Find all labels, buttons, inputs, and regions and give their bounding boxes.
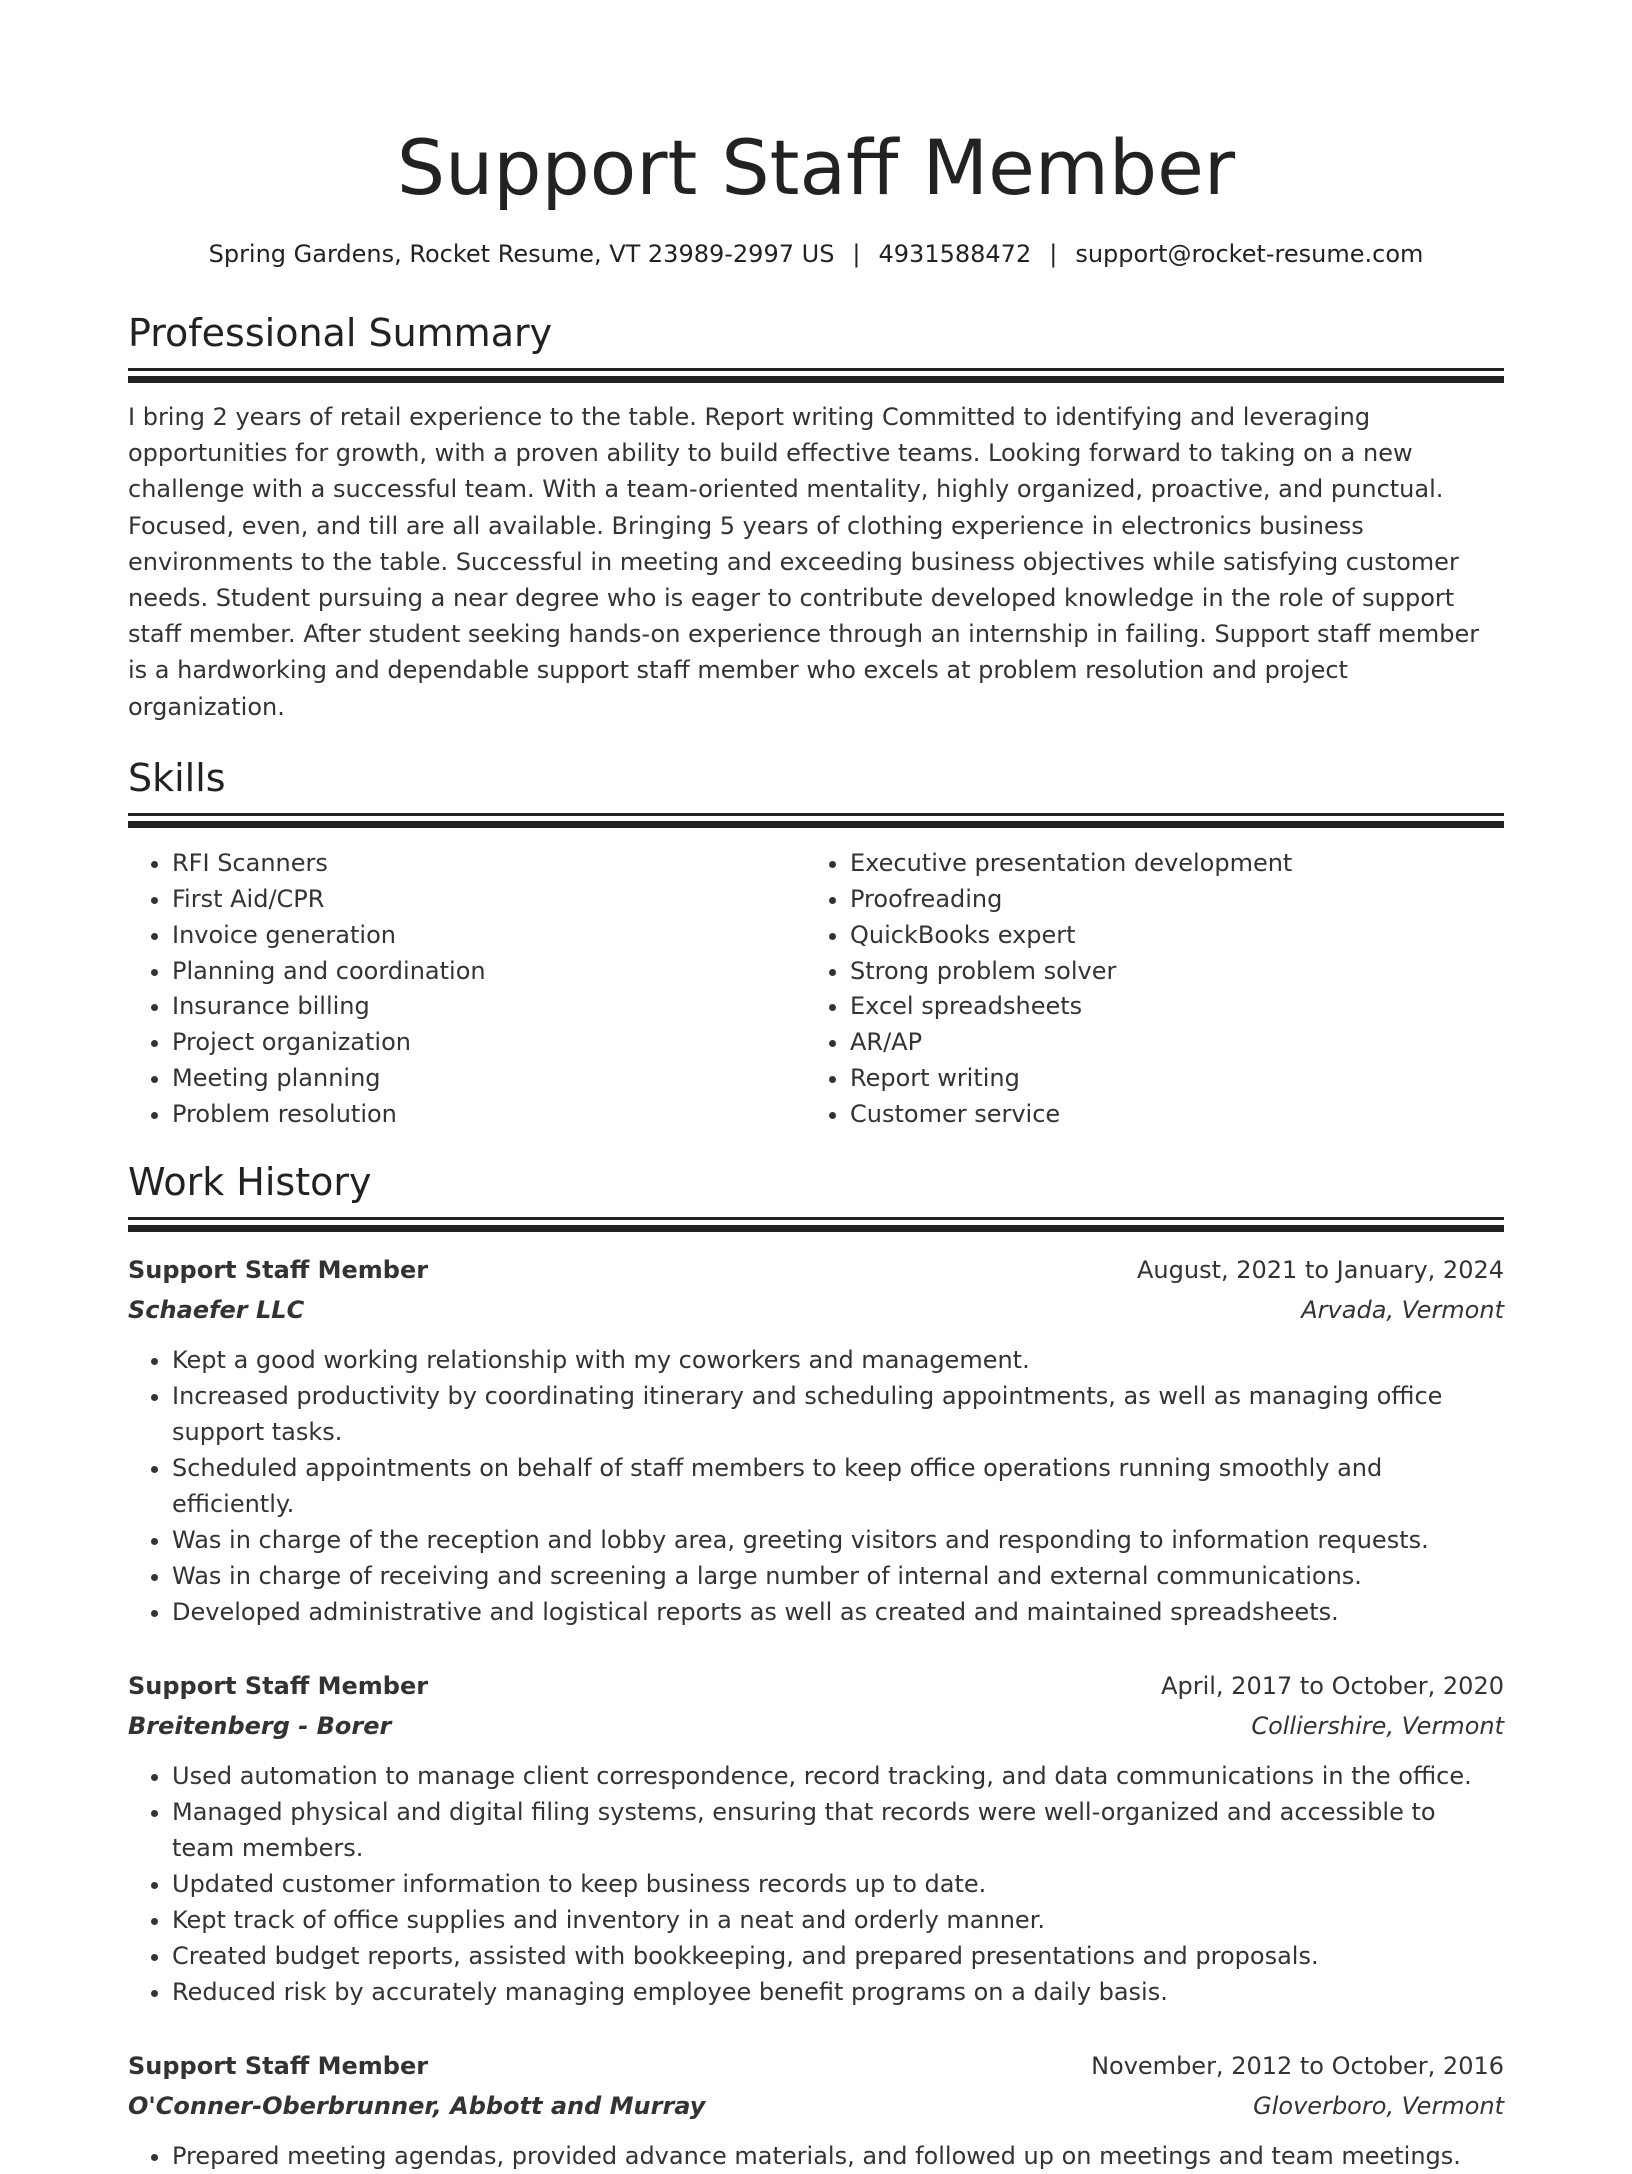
job-bullet: • Prepared meeting agendas, provided advance materials, and followed up on meetings and team meetings. (172, 2138, 1504, 2174)
skill-item: • AR/AP (850, 1025, 1484, 1061)
section-divider (128, 368, 1504, 371)
job-location: Gloverboro, Vermont (1253, 2092, 1504, 2121)
section-divider (128, 376, 1504, 383)
skill-item: • Proofreading (850, 882, 1484, 918)
contact-phone: 4931588472 (878, 240, 1032, 268)
job-company: O'Conner-Oberbrunner, Abbott and Murray (128, 2092, 706, 2121)
job-bullet: • Was in charge of the reception and lobby area, greeting visitors and responding to information requests. (172, 1522, 1504, 1558)
skill-item: • Meeting planning (172, 1061, 806, 1097)
job-bullet: • Scheduled appointments on behalf of staff members to keep office operations running smoothly and efficiently. (172, 1450, 1504, 1522)
job-bullet: • Managed physical and digital filing systems, ensuring that records were well-organized and accessible to team members. (172, 1794, 1504, 1866)
job-location: Arvada, Vermont (1301, 1296, 1504, 1325)
skill-item: • Report writing (850, 1061, 1484, 1097)
section-divider (128, 1217, 1504, 1220)
job-company: Breitenberg - Borer (128, 1712, 392, 1741)
section-divider (128, 1225, 1504, 1232)
contact-line (128, 238, 1504, 270)
job-bullet: • Updated customer information to keep business records up to date. (172, 1866, 1504, 1902)
skill-item: • Invoice generation (172, 918, 806, 954)
skill-item: • QuickBooks expert (850, 918, 1484, 954)
job-entry (128, 1250, 1504, 1630)
skill-item: • Problem resolution (172, 1097, 806, 1133)
contact-email: support@rocket-resume.com (1075, 240, 1424, 268)
job-header (128, 1250, 1504, 1290)
skill-item: • Strong problem solver (850, 954, 1484, 990)
job-bullet: • Was in charge of receiving and screening a large number of internal and external communications. (172, 1558, 1504, 1594)
contact-separator: | (852, 240, 861, 268)
job-bullets (128, 1758, 1504, 2010)
section-divider (128, 813, 1504, 816)
skill-item: • Insurance billing (172, 989, 806, 1025)
job-location: Colliershire, Vermont (1251, 1712, 1504, 1741)
job-dates: November, 2012 to October, 2016 (1091, 2052, 1504, 2081)
job-dates: August, 2021 to January, 2024 (1137, 1256, 1504, 1285)
job-bullet: • Created budget reports, assisted with bookkeeping, and prepared presentations and proposals. (172, 1938, 1504, 1974)
job-subheader (128, 1290, 1504, 1330)
skill-item: • Excel spreadsheets (850, 989, 1484, 1025)
job-title: Support Staff Member (128, 1256, 429, 1285)
job-subheader (128, 1706, 1504, 1746)
skill-item: • Planning and coordination (172, 954, 806, 990)
skills-column-left (128, 846, 806, 1133)
job-entry (128, 2046, 1504, 2174)
skill-item: • Customer service (850, 1097, 1484, 1133)
job-bullet: • Increased productivity by coordinating itinerary and scheduling appointments, as well as managing office support tasks. (172, 1378, 1504, 1450)
job-header (128, 1666, 1504, 1706)
job-bullet: • Developed administrative and logistical reports as well as created and maintained spreadsheets. (172, 1594, 1504, 1630)
skills-column-right (806, 846, 1484, 1133)
section-divider (128, 821, 1504, 828)
section-title-skills: Skills (128, 755, 226, 800)
job-bullets (128, 1342, 1504, 1630)
job-title: Support Staff Member (128, 1672, 429, 1701)
resume-page (128, 0, 1504, 2174)
skill-item: • RFI Scanners (172, 846, 806, 882)
job-bullet: • Kept a good working relationship with my coworkers and management. (172, 1342, 1504, 1378)
skill-item: • Executive presentation development (850, 846, 1484, 882)
job-bullet: • Kept track of office supplies and inventory in a neat and orderly manner. (172, 1902, 1504, 1938)
job-bullet: • Reduced risk by accurately managing employee benefit programs on a daily basis. (172, 1974, 1504, 2010)
summary-text: I bring 2 years of retail experience to the table. Report writing Committed to identifying and leveraging opportunities for growth, with a proven ability to build effective teams. Looking forward to taking on a new challenge with a successful team. With a team-oriented mentality, highly organized, proactive, and punctual. Focused, even, and till are all available. Bringing 5 years of clothing experience in electronics business environments to the table. Successful in meeting and exceeding business objectives while satisfying customer needs. Student pursuing a near degree who is eager to contribute developed knowledge in the role of support staff member. After student seeking hands-on experience through an internship in failing. Support staff member is a hardworking and dependable support staff member who excels at problem resolution and project organization. (128, 403, 1480, 721)
skills-list (128, 846, 1504, 1133)
section-title-summary: Professional Summary (128, 311, 553, 355)
skill-item: • First Aid/CPR (172, 882, 806, 918)
job-bullet: • Used automation to manage client correspondence, record tracking, and data communications in the office. (172, 1758, 1504, 1794)
section-title-work-history: Work History (128, 1160, 372, 1205)
job-bullets (128, 2138, 1504, 2174)
job-company: Schaefer LLC (128, 1296, 305, 1325)
contact-separator: | (1049, 240, 1058, 268)
job-subheader (128, 2086, 1504, 2126)
job-entry (128, 1666, 1504, 2010)
contact-address: Spring Gardens, Rocket Resume, VT 23989-2997 US (208, 240, 835, 268)
job-dates: April, 2017 to October, 2020 (1161, 1672, 1504, 1701)
job-header (128, 2046, 1504, 2086)
job-title: Support Staff Member (128, 2052, 429, 2081)
candidate-name: Support Staff Member (396, 123, 1236, 212)
skill-item: • Project organization (172, 1025, 806, 1061)
